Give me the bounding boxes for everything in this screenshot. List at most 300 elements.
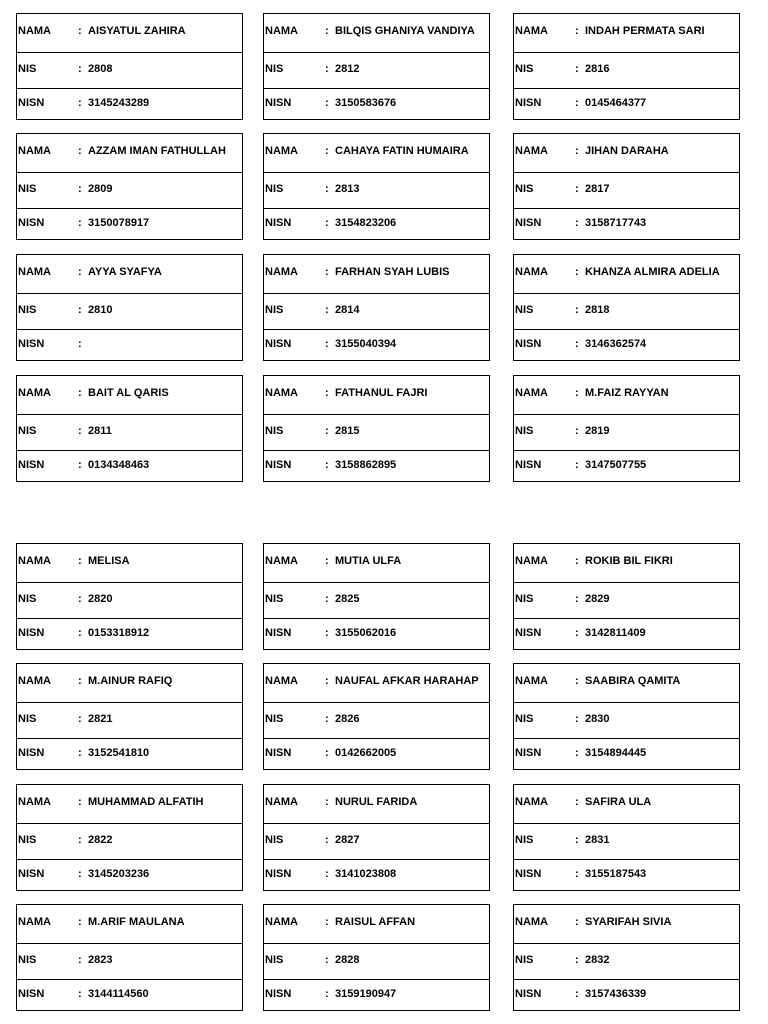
colon-separator: : [325,868,329,880]
student-card [16,375,243,482]
colon-separator: : [325,425,329,437]
colon-separator: : [575,217,579,229]
nisn-label: NISN [265,988,292,1000]
colon-separator: : [575,747,579,759]
nama-value: FARHAN SYAH LUBIS [335,266,450,278]
colon-separator: : [78,834,82,846]
nis-value: 2820 [88,593,113,605]
nisn-row [264,738,489,770]
nama-label: NAMA [515,675,548,687]
nisn-label: NISN [265,97,292,109]
colon-separator: : [325,796,329,808]
nisn-value: 3145243289 [88,97,150,109]
nama-row [264,255,489,294]
colon-separator: : [575,459,579,471]
nama-label: NAMA [515,266,548,278]
nisn-value: 3155062016 [335,627,397,639]
nis-row [17,293,242,330]
nama-value: SAABIRA QAMITA [585,675,681,687]
nis-row [17,414,242,451]
nama-value: M.FAIZ RAYYAN [585,387,669,399]
student-card [263,904,490,1011]
nis-label: NIS [18,425,37,437]
nama-value: ROKIB BIL FIKRI [585,555,673,567]
nisn-row [17,208,242,240]
nis-row [514,702,739,739]
nisn-label: NISN [515,338,542,350]
student-card [16,543,243,650]
colon-separator: : [575,387,579,399]
nisn-row [514,329,739,361]
nisn-row [17,618,242,650]
nisn-value: 3147507755 [585,459,647,471]
colon-separator: : [325,266,329,278]
nis-label: NIS [265,713,284,725]
nama-row [264,785,489,824]
nis-row [514,582,739,619]
nama-row [514,905,739,944]
nisn-label: NISN [18,988,45,1000]
nis-value: 2816 [585,63,610,75]
nama-label: NAMA [265,387,298,399]
nama-value: SYARIFAH SIVIA [585,916,672,928]
nama-value: CAHAYA FATIN HUMAIRA [335,145,469,157]
nisn-value: 3150078917 [88,217,150,229]
nisn-label: NISN [18,338,45,350]
colon-separator: : [78,217,82,229]
colon-separator: : [575,593,579,605]
nis-value: 2808 [88,63,113,75]
colon-separator: : [575,954,579,966]
nama-value: SAFIRA ULA [585,796,652,808]
nama-row [17,544,242,583]
nisn-value: 3141023808 [335,868,397,880]
nisn-label: NISN [515,747,542,759]
nis-row [17,582,242,619]
nis-label: NIS [515,425,534,437]
student-card [16,254,243,361]
nama-value: MELISA [88,555,130,567]
colon-separator: : [575,868,579,880]
nama-value: FATHANUL FAJRI [335,387,428,399]
nisn-label: NISN [18,217,45,229]
nama-label: NAMA [515,916,548,928]
nama-label: NAMA [265,675,298,687]
student-card [513,133,740,240]
nama-row [514,134,739,173]
nisn-label: NISN [515,627,542,639]
nama-row [514,664,739,703]
nama-row [264,664,489,703]
nis-label: NIS [515,304,534,316]
student-card [16,133,243,240]
nis-value: 2821 [88,713,113,725]
colon-separator: : [78,145,82,157]
student-card [263,543,490,650]
nis-label: NIS [515,63,534,75]
colon-separator: : [325,25,329,37]
colon-separator: : [575,425,579,437]
colon-separator: : [575,97,579,109]
nisn-value: 3159190947 [335,988,397,1000]
colon-separator: : [78,304,82,316]
nisn-row [17,329,242,361]
nis-value: 2815 [335,425,360,437]
nisn-label: NISN [18,747,45,759]
nis-value: 2822 [88,834,113,846]
nama-label: NAMA [18,266,51,278]
colon-separator: : [78,713,82,725]
nis-row [264,52,489,89]
nisn-label: NISN [265,747,292,759]
nis-label: NIS [18,834,37,846]
nisn-value: 3155187543 [585,868,647,880]
nama-label: NAMA [18,916,51,928]
nisn-label: NISN [18,868,45,880]
nis-row [514,52,739,89]
student-card [263,663,490,770]
nama-value: RAISUL AFFAN [335,916,416,928]
colon-separator: : [78,425,82,437]
nama-row [17,14,242,53]
nama-row [264,376,489,415]
nis-row [264,414,489,451]
student-card [16,13,243,120]
nis-label: NIS [265,954,284,966]
nis-label: NIS [515,593,534,605]
nis-value: 2823 [88,954,113,966]
nisn-label: NISN [18,459,45,471]
nis-label: NIS [18,304,37,316]
colon-separator: : [78,387,82,399]
nis-label: NIS [265,425,284,437]
nis-value: 2828 [335,954,360,966]
nisn-label: NISN [18,97,45,109]
colon-separator: : [575,304,579,316]
nisn-value: 0142662005 [335,747,397,759]
nis-label: NIS [18,63,37,75]
student-card [513,543,740,650]
nis-row [514,414,739,451]
nisn-value: 3145203236 [88,868,150,880]
nis-row [514,943,739,980]
nis-label: NIS [515,954,534,966]
colon-separator: : [575,796,579,808]
nisn-row [264,208,489,240]
nama-row [17,376,242,415]
nisn-row [264,979,489,1011]
colon-separator: : [325,97,329,109]
nama-value: NURUL FARIDA [335,796,418,808]
nama-value: AISYATUL ZAHIRA [88,25,186,37]
nisn-row [17,450,242,482]
nis-value: 2813 [335,183,360,195]
nama-row [264,544,489,583]
nis-row [264,702,489,739]
nama-row [17,905,242,944]
nama-row [17,134,242,173]
colon-separator: : [575,988,579,1000]
nama-row [514,785,739,824]
nama-value: AYYA SYAFYA [88,266,162,278]
colon-separator: : [78,593,82,605]
student-card [513,663,740,770]
nis-row [264,293,489,330]
colon-separator: : [78,459,82,471]
nama-row [264,905,489,944]
student-card [263,254,490,361]
nisn-row [264,450,489,482]
nisn-label: NISN [265,627,292,639]
nisn-row [514,738,739,770]
nisn-value: 3146362574 [585,338,647,350]
student-card [16,663,243,770]
colon-separator: : [78,954,82,966]
colon-separator: : [325,988,329,1000]
colon-separator: : [575,555,579,567]
student-card [16,784,243,891]
nisn-value: 3152541810 [88,747,150,759]
colon-separator: : [575,25,579,37]
nisn-row [17,979,242,1011]
student-card [513,13,740,120]
nama-label: NAMA [265,266,298,278]
nis-label: NIS [18,713,37,725]
nisn-label: NISN [515,988,542,1000]
nama-label: NAMA [18,675,51,687]
student-card [513,254,740,361]
nisn-row [17,738,242,770]
colon-separator: : [78,97,82,109]
nis-value: 2812 [335,63,360,75]
colon-separator: : [325,555,329,567]
nama-label: NAMA [18,555,51,567]
nisn-value: 3144114560 [88,988,149,1000]
nis-value: 2832 [585,954,610,966]
student-card [513,375,740,482]
nis-label: NIS [18,954,37,966]
nama-label: NAMA [515,25,548,37]
nama-label: NAMA [265,796,298,808]
nis-label: NIS [515,834,534,846]
colon-separator: : [325,954,329,966]
nama-row [264,14,489,53]
nis-value: 2814 [335,304,360,316]
nis-row [264,823,489,860]
nisn-label: NISN [265,338,292,350]
nisn-label: NISN [265,217,292,229]
nis-label: NIS [265,834,284,846]
colon-separator: : [78,868,82,880]
colon-separator: : [78,63,82,75]
colon-separator: : [575,834,579,846]
nis-label: NIS [265,183,284,195]
colon-separator: : [325,459,329,471]
nama-label: NAMA [18,796,51,808]
student-card [263,13,490,120]
colon-separator: : [325,713,329,725]
nisn-row [514,618,739,650]
nisn-row [264,618,489,650]
nisn-row [514,88,739,120]
nisn-value: 0134348463 [88,459,150,471]
nisn-row [17,88,242,120]
nisn-row [264,88,489,120]
nama-label: NAMA [18,387,51,399]
nis-value: 2819 [585,425,610,437]
nisn-value: 3157436339 [585,988,647,1000]
colon-separator: : [78,338,82,350]
student-card [513,904,740,1011]
nis-value: 2817 [585,183,610,195]
colon-separator: : [575,675,579,687]
nis-row [264,172,489,209]
nama-row [17,664,242,703]
nis-row [17,172,242,209]
colon-separator: : [325,916,329,928]
colon-separator: : [325,145,329,157]
nis-value: 2831 [585,834,610,846]
colon-separator: : [325,593,329,605]
nama-value: INDAH PERMATA SARI [585,25,705,37]
colon-separator: : [575,338,579,350]
nama-row [17,785,242,824]
colon-separator: : [325,304,329,316]
nis-row [264,582,489,619]
nisn-label: NISN [515,868,542,880]
colon-separator: : [325,183,329,195]
nis-value: 2810 [88,304,113,316]
nis-label: NIS [265,593,284,605]
nis-label: NIS [265,63,284,75]
nama-label: NAMA [515,145,548,157]
colon-separator: : [325,338,329,350]
colon-separator: : [78,916,82,928]
colon-separator: : [325,217,329,229]
nis-label: NIS [18,183,37,195]
colon-separator: : [78,25,82,37]
nisn-label: NISN [265,459,292,471]
colon-separator: : [78,988,82,1000]
colon-separator: : [575,916,579,928]
colon-separator: : [78,555,82,567]
nisn-label: NISN [515,459,542,471]
nisn-value: 3158862895 [335,459,397,471]
nama-row [514,544,739,583]
colon-separator: : [78,627,82,639]
nisn-row [17,859,242,891]
nama-value: M.AINUR RAFIQ [88,675,173,687]
nama-value: MUHAMMAD ALFATIH [88,796,204,808]
nama-row [17,255,242,294]
nisn-value: 3154894445 [585,747,647,759]
colon-separator: : [325,387,329,399]
nama-label: NAMA [515,796,548,808]
nama-value: JIHAN DARAHA [585,145,669,157]
nisn-value: 3154823206 [335,217,397,229]
nama-value: BAIT AL QARIS [88,387,169,399]
student-card [263,784,490,891]
nama-label: NAMA [265,916,298,928]
nama-value: M.ARIF MAULANA [88,916,185,928]
colon-separator: : [575,183,579,195]
nisn-value: 3158717743 [585,217,647,229]
nisn-value: 3150583676 [335,97,397,109]
nis-value: 2827 [335,834,360,846]
nama-label: NAMA [265,145,298,157]
nis-row [17,702,242,739]
colon-separator: : [78,675,82,687]
colon-separator: : [78,266,82,278]
nis-value: 2818 [585,304,610,316]
nis-row [17,52,242,89]
colon-separator: : [325,747,329,759]
student-card [513,784,740,891]
nama-value: KHANZA ALMIRA ADELIA [585,266,720,278]
nisn-row [514,859,739,891]
nis-row [17,943,242,980]
colon-separator: : [78,747,82,759]
nis-label: NIS [515,183,534,195]
nisn-row [514,979,739,1011]
nisn-row [514,208,739,240]
nis-row [514,823,739,860]
nama-label: NAMA [515,387,548,399]
student-card [263,133,490,240]
nisn-row [264,329,489,361]
nis-row [17,823,242,860]
nisn-value: 3155040394 [335,338,397,350]
nama-label: NAMA [18,145,51,157]
nis-label: NIS [265,304,284,316]
nama-label: NAMA [515,555,548,567]
nisn-value: 0153318912 [88,627,150,639]
colon-separator: : [325,675,329,687]
nama-label: NAMA [18,25,51,37]
nisn-label: NISN [265,868,292,880]
nisn-label: NISN [18,627,45,639]
colon-separator: : [575,145,579,157]
nis-value: 2826 [335,713,360,725]
nama-row [514,255,739,294]
nisn-row [264,859,489,891]
nama-value: NAUFAL AFKAR HARAHAP [335,675,479,687]
nama-value: MUTIA ULFA [335,555,402,567]
nis-value: 2825 [335,593,360,605]
nama-row [514,376,739,415]
nama-row [514,14,739,53]
student-card [263,375,490,482]
nis-row [264,943,489,980]
nis-value: 2830 [585,713,610,725]
colon-separator: : [575,63,579,75]
nis-value: 2809 [88,183,113,195]
colon-separator: : [575,627,579,639]
nis-row [514,172,739,209]
nis-label: NIS [515,713,534,725]
nisn-label: NISN [515,217,542,229]
nama-label: NAMA [265,25,298,37]
nisn-label: NISN [515,97,542,109]
colon-separator: : [78,183,82,195]
nama-label: NAMA [265,555,298,567]
nis-row [514,293,739,330]
nama-row [264,134,489,173]
nis-value: 2811 [88,425,112,437]
nama-value: AZZAM IMAN FATHULLAH [88,145,226,157]
nis-value: 2829 [585,593,610,605]
colon-separator: : [78,796,82,808]
